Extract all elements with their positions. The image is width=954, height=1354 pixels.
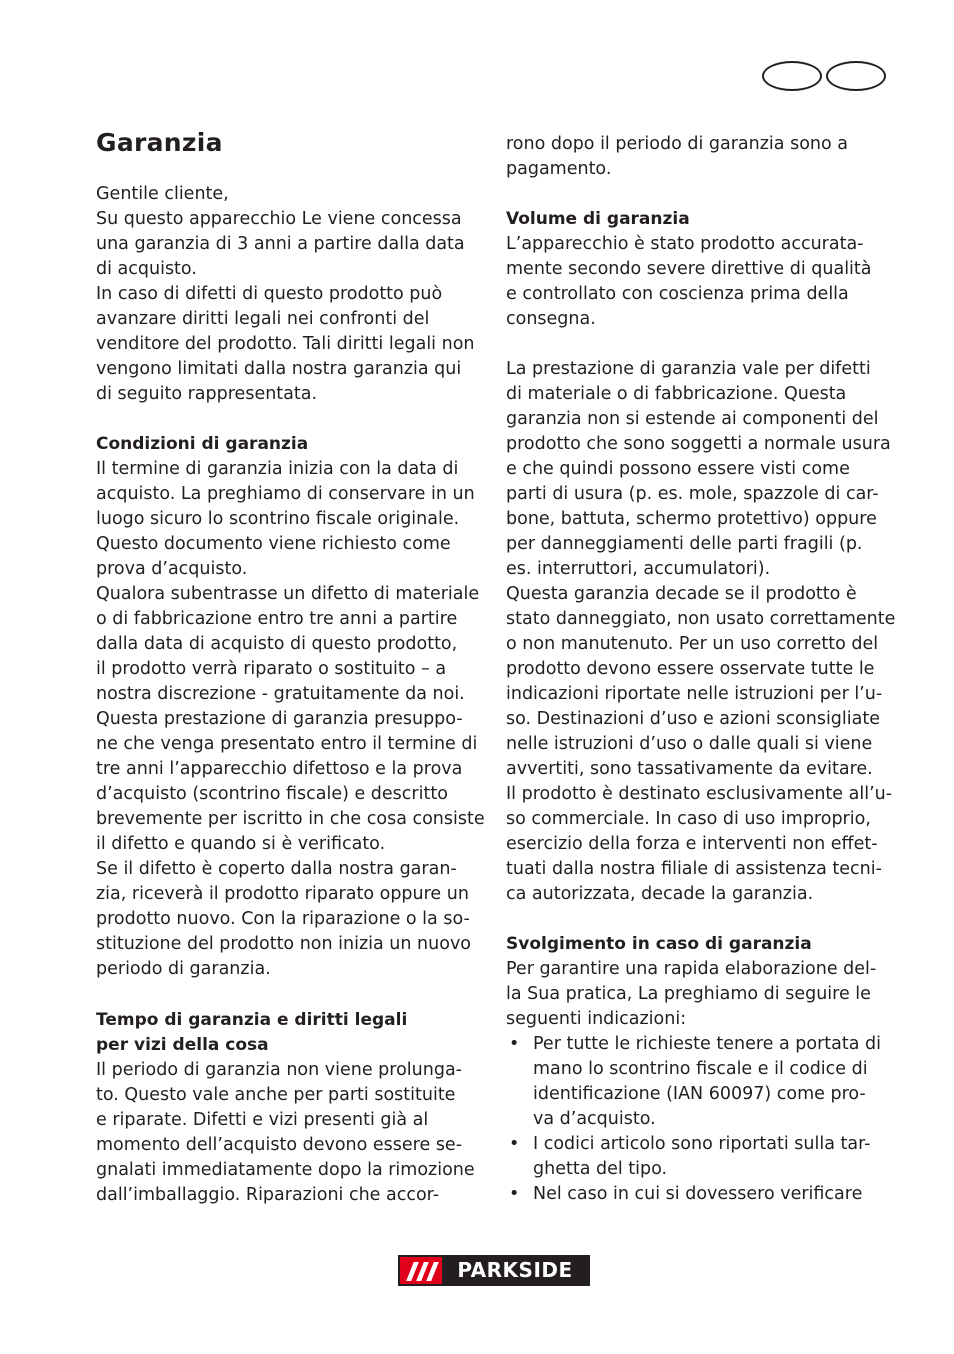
heading-text: Svolgimento in caso di garanzia <box>506 934 812 954</box>
list-item-line <box>506 1107 894 1132</box>
text-line: garanzia non si estende ai componenti del <box>506 409 879 429</box>
text-line: d’acquisto (scontrino fiscale) e descritto <box>96 784 448 804</box>
text-line: es. interruttori, accumulatori). <box>506 559 771 579</box>
parkside-logo <box>398 1255 590 1286</box>
text-line: stituzione del prodotto non inizia un nuovo <box>96 934 472 954</box>
text-line: Questa prestazione di garanzia presuppo- <box>96 709 463 729</box>
text-line: avvertiti, sono tassativamente da evitare. <box>506 759 873 779</box>
procedure-bullet-list <box>506 1032 894 1207</box>
text-line: ca autorizzata, decade la garanzia. <box>506 884 814 904</box>
text-line: prodotto nuovo. Con la riparazione o la so- <box>96 909 470 929</box>
text-line: il prodotto verrà riparato o sostituito – a <box>96 659 447 679</box>
text-line: to. Questo vale anche per parti sostituite <box>96 1085 456 1105</box>
text-line: il difetto e quando si è verificato. <box>96 834 386 854</box>
text-line: di acquisto. <box>96 259 197 279</box>
text-line: brevemente per iscritto in che cosa consiste <box>96 809 485 829</box>
heading-text: Condizioni di garanzia <box>96 434 309 454</box>
text-line: Per garantire una rapida elaborazione del- <box>506 959 877 979</box>
logo-stripes-icon <box>400 1257 442 1284</box>
text-line: indicazioni riportate nelle istruzioni per l’u- <box>506 684 883 704</box>
bullet-text: ghetta del tipo. <box>533 1159 668 1179</box>
text-line: gnalati immediatamente dopo la rimozione <box>96 1160 475 1180</box>
text-line: o non manutenuto. Per un uso corretto del <box>506 634 879 654</box>
list-item-line <box>506 1132 894 1157</box>
text-line: so. Destinazioni d’uso e azioni sconsigliate <box>506 709 880 729</box>
bullet-text: Per tutte le richieste tenere a portata di <box>533 1034 881 1054</box>
text-line: zia, riceverà il prodotto riparato oppure un <box>96 884 469 904</box>
language-badge-left <box>762 61 822 91</box>
text-line: nelle istruzioni d’uso o dalle quali si viene <box>506 734 873 754</box>
procedure-paragraph <box>506 957 894 1032</box>
text-line: prova d’acquisto. <box>96 559 248 579</box>
text-line: luogo sicuro lo scontrino fiscale originale. <box>96 509 460 529</box>
text-line: esercizio della forza e interventi non effet- <box>506 834 878 854</box>
list-item-line <box>506 1032 894 1057</box>
text-line: seguenti indicazioni: <box>506 1009 687 1029</box>
text-line: e riparate. Difetti e vizi presenti già al <box>96 1110 429 1130</box>
text-line: Tempo di garanzia e diritti legali <box>96 1010 408 1030</box>
text-line: consegna. <box>506 309 596 329</box>
conditions-paragraph <box>96 457 484 982</box>
text-line: di seguito rappresentata. <box>96 384 318 404</box>
text-line: nostra discrezione - gratuitamente da noi. <box>96 684 465 704</box>
text-line: Il termine di garanzia inizia con la data di <box>96 459 459 479</box>
volume-paragraph-a <box>506 232 894 332</box>
text-line: In caso di difetti di questo prodotto può <box>96 284 443 304</box>
text-line: L’apparecchio è stato prodotto accurata- <box>506 234 864 254</box>
text-line: Questo documento viene richiesto come <box>96 534 451 554</box>
text-line: mente secondo severe direttive di qualità <box>506 259 872 279</box>
text-line: so commerciale. In caso di uso improprio, <box>506 809 871 829</box>
text-line: Il prodotto è destinato esclusivamente all’u- <box>506 784 893 804</box>
text-line: pagamento. <box>506 159 612 179</box>
continuation-paragraph <box>506 132 894 182</box>
list-item-line <box>506 1057 894 1082</box>
section-heading-tempo <box>96 1008 484 1058</box>
text-line: per vizi della cosa <box>96 1035 269 1055</box>
text-line: Qualora subentrasse un difetto di materiale <box>96 584 480 604</box>
text-line: avanzare diritti legali nei confronti del <box>96 309 430 329</box>
text-line: dalla data di acquisto di questo prodotto, <box>96 634 458 654</box>
logo-wordmark: PARKSIDE <box>442 1257 588 1284</box>
bullet-icon: • <box>509 1034 520 1054</box>
text-line: ne che venga presentato entro il termine di <box>96 734 478 754</box>
text-line: dall’imballaggio. Riparazioni che accor- <box>96 1185 440 1205</box>
text-line: e che quindi possono essere visti come <box>506 459 850 479</box>
text-line: o di fabbricazione entro tre anni a partire <box>96 609 458 629</box>
text-line: rono dopo il periodo di garanzia sono a <box>506 134 848 154</box>
text-line: tuati dalla nostra filiale di assistenza tecni- <box>506 859 882 879</box>
bullet-text: I codici articolo sono riportati sulla tar- <box>533 1134 871 1154</box>
bullet-icon: • <box>509 1134 520 1154</box>
text-line: acquisto. La preghiamo di conservare in un <box>96 484 475 504</box>
text-line: Gentile cliente, <box>96 184 229 204</box>
text-line: una garanzia di 3 anni a partire dalla data <box>96 234 465 254</box>
text-line: di materiale o di fabbricazione. Questa <box>506 384 847 404</box>
section-heading-volume <box>506 207 894 232</box>
section-heading-condizioni <box>96 432 484 457</box>
text-line: e controllato con coscienza prima della <box>506 284 849 304</box>
heading-text: Volume di garanzia <box>506 209 690 229</box>
list-item-line <box>506 1157 894 1182</box>
text-line: Questa garanzia decade se il prodotto è <box>506 584 857 604</box>
term-paragraph <box>96 1058 484 1208</box>
text-line: per danneggiamenti delle parti fragili (p. <box>506 534 863 554</box>
volume-paragraph-b <box>506 357 894 907</box>
bullet-text: identificazione (IAN 60097) come pro- <box>533 1084 866 1104</box>
intro-paragraph <box>96 182 484 407</box>
bullet-icon: • <box>509 1184 520 1204</box>
language-badge-group <box>762 61 886 91</box>
list-item-line <box>506 1082 894 1107</box>
text-line: venditore del prodotto. Tali diritti legali non <box>96 334 475 354</box>
text-line: Il periodo di garanzia non viene prolunga- <box>96 1060 462 1080</box>
text-line: periodo di garanzia. <box>96 959 271 979</box>
text-line: bone, battuta, schermo protettivo) oppure <box>506 509 877 529</box>
text-line: Su questo apparecchio Le viene concessa <box>96 209 462 229</box>
text-line: la Sua pratica, La preghiamo di seguire le <box>506 984 871 1004</box>
section-heading-svolgimento <box>506 932 894 957</box>
language-badge-right <box>826 61 886 91</box>
text-line: La prestazione di garanzia vale per difetti <box>506 359 871 379</box>
list-item-line <box>506 1182 894 1207</box>
bullet-text: mano lo scontrino fiscale e il codice di <box>533 1059 868 1079</box>
text-line: parti di usura (p. es. mole, spazzole di car- <box>506 484 879 504</box>
text-line: vengono limitati dalla nostra garanzia qui <box>96 359 462 379</box>
text-line: tre anni l’apparecchio difettoso e la prova <box>96 759 463 779</box>
text-line: momento dell’acquisto devono essere se- <box>96 1135 463 1155</box>
bullet-text: va d’acquisto. <box>533 1109 656 1129</box>
bullet-text: Nel caso in cui si dovessero verificare <box>533 1184 863 1204</box>
text-line: Se il difetto è coperto dalla nostra garan- <box>96 859 457 879</box>
text-line: prodotto devono essere osservate tutte le <box>506 659 875 679</box>
text-line: stato danneggiato, non usato correttamente <box>506 609 896 629</box>
page-title: Garanzia <box>96 128 223 157</box>
text-line: prodotto che sono soggetti a normale usura <box>506 434 891 454</box>
